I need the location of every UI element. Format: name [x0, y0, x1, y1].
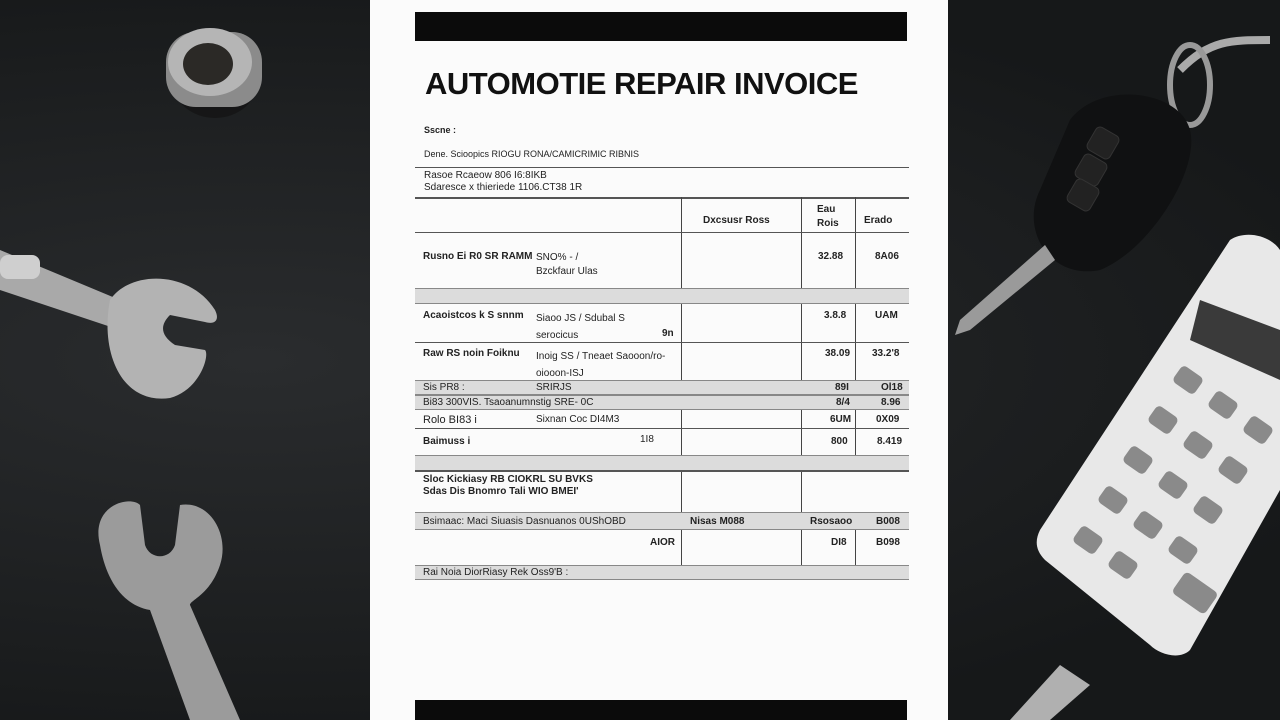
socket-icon: [160, 22, 270, 122]
item-extra: 1I8: [640, 434, 654, 445]
summary-value: B008: [876, 516, 900, 527]
item-total: Ol18: [881, 382, 903, 393]
summary-label: Bsimaac: Maci Siuasis Dasnuanos 0UShOBD: [423, 516, 626, 527]
item-desc: Siaoo JS / Sdubal S serocicus: [536, 313, 625, 341]
item-extra: 9n: [662, 328, 674, 339]
item-price: 89I: [835, 382, 849, 393]
invoice-title: AUTOMOTIE REPAIR INVOICE: [425, 66, 858, 101]
detail-line: Dene. Scioopics RIOGU RONA/CAMICRIMIC RIBNIS: [424, 149, 640, 159]
pen-icon: [1000, 655, 1100, 720]
divider: [415, 167, 909, 168]
footer-bar: [415, 700, 907, 720]
item-name: Bi83 300VIS. Tsaoanumnstig SRE- 0C: [423, 397, 594, 408]
item-total: 0X09: [876, 414, 900, 425]
divider: [415, 232, 909, 233]
row-band: [415, 288, 909, 304]
column-header: Eau Rois: [817, 204, 839, 229]
footer-text: Rai Noia DiorRiasy Rek Oss9'B :: [423, 567, 569, 578]
column-line: [855, 530, 856, 565]
item-price: 8/4: [836, 397, 850, 408]
address-line: Rasoe Rcaeow 806 I6:8IKB: [424, 170, 547, 181]
item-price: 32.88: [818, 251, 844, 262]
item-total: 8A06: [875, 251, 899, 262]
item-total: 8.419: [877, 436, 903, 447]
notes-line: Sdas Dis Bnomro Tali WIO BMEI': [423, 486, 579, 497]
item-total: UAM: [875, 310, 898, 321]
total-amount: B098: [876, 537, 900, 548]
address-line: Sdaresce x thieriede 1106.CT38 1R: [424, 182, 583, 193]
item-desc: SNO% - / Bzckfaur Ulas: [536, 252, 598, 277]
row-band: [415, 455, 909, 472]
item-desc: Sixnan Coc DI4M3: [536, 414, 620, 425]
item-name: Rusno Ei R0 SR RAMM: [423, 251, 533, 262]
column-header: Dxcsusr Ross: [703, 215, 770, 226]
wrench-icon: [0, 230, 230, 410]
total-price: DI8: [831, 537, 847, 548]
summary-value: Rsosaoo: [810, 516, 853, 527]
item-price: 800: [831, 436, 848, 447]
divider: [415, 428, 909, 429]
column-header: Erado: [864, 215, 893, 226]
item-total: 8.96: [881, 397, 901, 408]
item-name: Raw RS noin Foiknu: [423, 348, 520, 359]
notes-line: Sloc Kickiasy RB CIOKRL SU BVKS: [423, 474, 593, 485]
divider: [415, 342, 909, 343]
item-name: Sis PR8 :: [423, 382, 465, 393]
header-bar: [415, 12, 907, 41]
item-price: 3.8.8: [824, 310, 847, 321]
item-desc: Inoig SS / Tneaet Saooon/ro-oiooon-ISJ: [536, 351, 666, 379]
item-price: 6UM: [830, 414, 852, 425]
summary-value: Nisas M088: [690, 516, 745, 527]
item-price: 38.09: [825, 348, 851, 359]
item-name: Baimuss i: [423, 436, 471, 447]
total-label: AIOR: [650, 537, 675, 548]
wrench-icon: [90, 495, 260, 720]
invoice-document: [370, 0, 948, 720]
item-total: 33.2'8: [872, 348, 900, 359]
column-line: [855, 197, 856, 472]
item-name: Rolo BI83 i: [423, 414, 477, 426]
divider: [415, 197, 909, 199]
item-desc: SRIRJS: [536, 382, 572, 393]
calculator-icon: [1030, 230, 1280, 660]
item-name: Acaoistcos k S snnm: [423, 310, 524, 321]
label-top: Sscne :: [424, 125, 457, 135]
